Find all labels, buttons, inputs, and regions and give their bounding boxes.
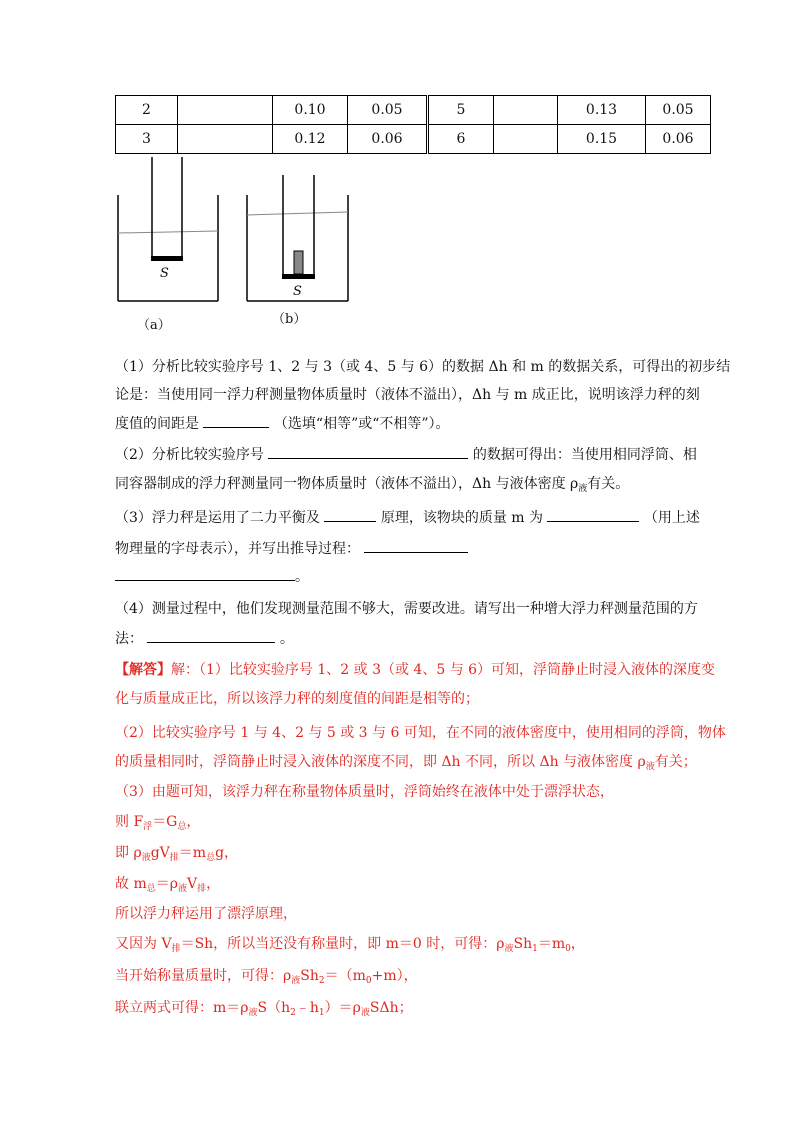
eq-text: 又因为 V [115, 936, 172, 952]
table-row [116, 125, 711, 154]
subscript: 1 [318, 1008, 325, 1018]
eq-text: ＝m [178, 845, 207, 861]
q4-text: 。 [279, 631, 294, 647]
eq-text: ＝ρ [155, 876, 178, 892]
liquid-surface-b [247, 212, 348, 215]
eq-text: 当开始称量质量时，可得：ρ [115, 968, 292, 984]
equation-4 [115, 934, 585, 959]
q3-blank-principle[interactable] [324, 507, 376, 522]
subscript: 液 [177, 884, 187, 894]
subscript: 液 [504, 944, 514, 954]
table-row [116, 96, 711, 125]
q1-line3 [115, 413, 450, 434]
subscript: 浮 [143, 822, 153, 832]
q3-text: 。 [295, 569, 309, 585]
q2-text: （2）分析比较实验序号 [115, 447, 264, 463]
subscript: 排 [197, 884, 207, 894]
subscript: 液 [578, 484, 588, 494]
q2-line2 [115, 474, 629, 499]
q3-line1 [115, 507, 700, 528]
eq-text: Sh [513, 936, 533, 952]
table-cell: 0.15 [558, 125, 646, 154]
eq-text: ＝m [537, 936, 566, 952]
subscript: 1 [532, 944, 538, 954]
eq-text: ＝Sh，所以当还没有称量时，即 m＝0 时，可得：ρ [180, 936, 505, 952]
eq-text: ， [206, 876, 221, 892]
eq-text: 则 F [115, 814, 144, 830]
table-cell [178, 125, 273, 154]
caption-b: （b） [272, 312, 307, 327]
q2-text: 同容器制成的浮力秤测量同一物体质量时（液体不溢出），Δh 与液体密度 ρ [115, 476, 579, 492]
eq-text: V [187, 876, 198, 892]
q3-text: （3）浮力秤是运用了二力平衡及 [115, 510, 320, 526]
subscript: 0 [565, 944, 571, 954]
eq-text: ﹣h [295, 1000, 319, 1016]
q4-line1: （4）测量过程中，他们发现测量范围不够大，需要改进。请写出一种增大浮力秤测量范围的方 [115, 601, 698, 617]
q4-line2 [115, 628, 294, 649]
subscript: 总 [206, 853, 216, 863]
q1-line1: （1）分析比较实验序号 1、2 与 3（或 4、5 与 6）的数据 Δh 和 m 的数据关系，可得出的初步结 [115, 359, 731, 375]
subscript: 0 [365, 976, 372, 986]
equation-3 [115, 874, 220, 899]
eq-text: gV [150, 845, 170, 861]
table-cell: 0.06 [646, 125, 711, 154]
equation-1 [115, 812, 200, 837]
tube-base-a [151, 256, 183, 261]
eq-text: ＝G [152, 814, 178, 830]
table-cell [178, 96, 273, 125]
label-s-a: S [160, 266, 169, 281]
q2-blank[interactable] [268, 444, 468, 459]
q3-line2 [115, 538, 468, 559]
label-s-b: S [293, 284, 302, 299]
table-cell: 0.06 [348, 125, 428, 154]
q1-text: （选填“相等”或“不相等”）。 [273, 416, 450, 432]
subscript: 2 [290, 1008, 296, 1018]
equation-6 [115, 998, 413, 1023]
table-cell: 3 [116, 125, 178, 154]
eq-text: ， [186, 814, 201, 830]
eq-text: S（h [257, 1000, 291, 1016]
eq-text: g， [215, 845, 239, 861]
subscript: 总 [146, 884, 156, 894]
subscript: 液 [291, 976, 301, 986]
table-cell: 0.12 [273, 125, 348, 154]
q1-line2: 论是：当使用同一浮力秤测量物体质量时（液体不溢出），Δh 与 m 成正比，说明该浮力秤的刻 [115, 387, 700, 403]
answer-text: 解：（1）比较实验序号 1、2 或 3（或 4、5 与 6）可知，浮筒静止时浸入液体的深度变 [171, 662, 716, 678]
q3-text: （用上述 [643, 510, 700, 526]
equation-2 [115, 843, 238, 868]
eq-text: 即 ρ [115, 845, 142, 861]
subscript: 液 [645, 762, 655, 772]
subscript: 液 [141, 853, 151, 863]
q3-blank-derivation[interactable] [364, 538, 468, 553]
q2-text: 有关。 [587, 476, 630, 492]
subscript: 排 [171, 944, 181, 954]
liquid-surface-a [118, 231, 218, 233]
answer-text: 的质量相同时，浮筒静止时浸入液体的深度不同，即 Δh 不同，所以 Δh 与液体密度 ρ [115, 754, 646, 770]
subscript: 液 [248, 1008, 258, 1018]
float-scale-figure [110, 155, 360, 330]
table-cell [494, 96, 558, 125]
weight-block [294, 251, 303, 274]
equation-5 [115, 966, 418, 991]
table-cell: 0.10 [273, 96, 348, 125]
q2-text: 的数据可得出：当使用相同浮筒、相 [472, 447, 697, 463]
q3-text: 原理，该物块的质量 m 为 [380, 510, 544, 526]
answer-line3: （2）比较实验序号 1 与 4、2 与 5 或 3 与 6 可知，在不同的液体密度中，使用相同的浮筒，物体 [115, 725, 726, 741]
q4-text: 法： [115, 631, 143, 647]
eq-text: 故 m [115, 876, 147, 892]
caption-a: （a） [137, 318, 171, 333]
table-cell: 0.13 [558, 96, 646, 125]
answer-line6: 所以浮力秤运用了漂浮原理， [115, 906, 297, 922]
q3-blank-mass[interactable] [547, 507, 639, 522]
eq-text: SΔh； [369, 1000, 413, 1016]
subscript: 排 [169, 853, 179, 863]
q1-blank[interactable] [203, 413, 269, 428]
eq-text: ）＝ρ [324, 1000, 361, 1016]
answer-line5: （3）由题可知，该浮力秤在称量物体质量时，浮筒始终在液体中处于漂浮状态， [115, 784, 614, 800]
table-cell: 6 [428, 125, 494, 154]
q3-line3 [115, 566, 309, 587]
answer-line1 [115, 660, 715, 680]
q3-blank-derivation-2[interactable] [115, 566, 295, 581]
table-cell [494, 125, 558, 154]
subscript: 2 [318, 976, 325, 986]
tube-base-b [282, 274, 315, 279]
eq-text: Sh [300, 968, 319, 984]
answer-tag: 【解答】 [115, 662, 171, 678]
eq-text: ， [570, 936, 585, 952]
table-cell: 2 [116, 96, 178, 125]
eq-text: +m）， [371, 968, 418, 984]
subscript: 总 [177, 822, 187, 832]
q1-text: 度值的间距是 [115, 416, 199, 432]
table-cell: 5 [428, 96, 494, 125]
container-b [247, 175, 348, 301]
table-cell: 0.05 [348, 96, 428, 125]
answer-line4 [115, 752, 697, 777]
q3-text: 物理量的字母表示），并写出推导过程： [115, 541, 360, 557]
eq-text: ＝（m [324, 968, 366, 984]
q4-blank[interactable] [147, 628, 275, 643]
q2-line1 [115, 444, 697, 465]
answer-line2: 化与质量成正比，所以该浮力秤的刻度值的间距是相等的； [115, 691, 479, 707]
eq-text: 联立两式可得：m＝ρ [115, 1000, 249, 1016]
answer-text: 有关； [654, 754, 697, 770]
subscript: 液 [360, 1008, 370, 1018]
data-table [115, 95, 711, 154]
table-cell: 0.05 [646, 96, 711, 125]
